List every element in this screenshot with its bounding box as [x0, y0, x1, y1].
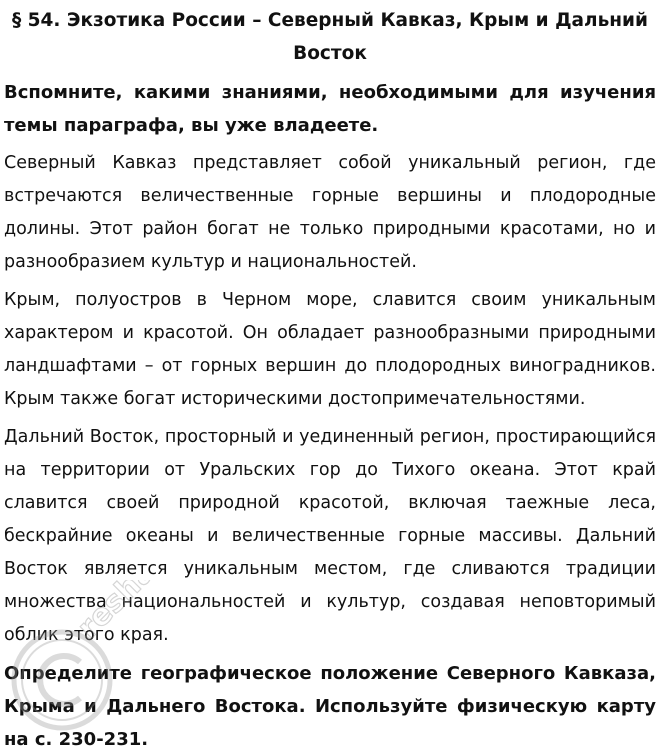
paragraph-far-east: Дальний Восток, просторный и уединенный регион, простирающийся на территории от Уральских гор до Тихого океана. Этот край славится своей природной красотой, включая таежные леса, бескрайние океаны и величественные горные массивы. Дальний Восток является уникальным местом, где сливаются традиции множества национальностей и культур, создавая неповторимый облик этого края. — [4, 427, 656, 645]
section-title: § 54. Экзотика России – Северный Кавказ, Крым и Дальний Восток — [11, 10, 648, 64]
paragraph-north-caucasus: Северный Кавказ представляет собой уникальный регион, где встречаются величественные горные вершины и плодородные долины. Этот район богат не только природными красотами, но и разнообразием культур и национальностей. — [4, 153, 656, 272]
recall-prompt: Вспомните, какими знаниями, необходимыми для изучения темы параграфа, вы уже владеете. — [4, 82, 656, 136]
paragraph-crimea: Крым, полуостров в Черном море, славится своим уникальным характером и красотой. Он обладает разнообразными природными ландшафтами – от горных вершин до плодородных виноградников. Крым также богат историческими достопримечательностями. — [4, 290, 656, 409]
task-question: Определите географическое положение Северного Кавказа, Крыма и Дальнего Востока. Используйте физическую карту на с. 230-231. — [4, 663, 656, 750]
